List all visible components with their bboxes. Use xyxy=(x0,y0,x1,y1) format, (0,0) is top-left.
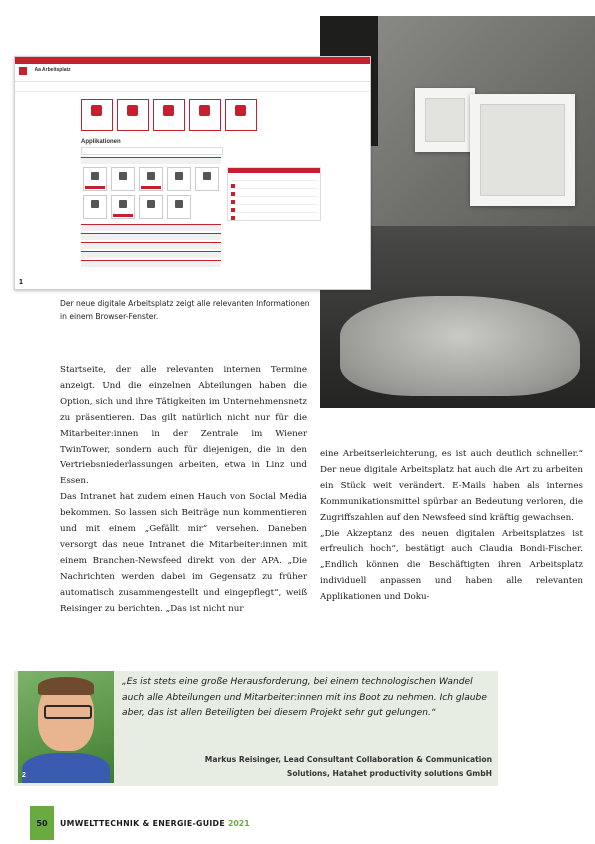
tile-search xyxy=(81,99,113,131)
tile-people xyxy=(117,99,149,131)
photo-frame-large xyxy=(470,94,575,206)
page-number: 50 xyxy=(30,806,54,840)
tile-folders xyxy=(225,99,257,131)
screenshot-group-header xyxy=(81,157,221,164)
author-portrait xyxy=(18,671,114,783)
app-tile xyxy=(111,195,135,219)
page-footer xyxy=(30,806,250,840)
screenshot-group-row xyxy=(81,251,221,258)
app-tile xyxy=(139,167,163,191)
screenshot-group-row xyxy=(81,260,221,267)
screenshot-section-title: Applikationen xyxy=(81,139,121,145)
screenshot-titlebar xyxy=(15,57,370,64)
body-paragraph: eine Arbeitserleichterung, es ist auch deutlich schneller.“ Der neue digitale Arbeitsplatz hat auch die Art zu arbeiten ein Stück weit verändert. E-Mails haben als internes Kommunikationsmittel spürbar an Bedeutung verloren, die Zugriffszahlen auf den Newsfeed sind kräftig gewachsen. xyxy=(320,449,583,523)
tile-documents xyxy=(153,99,185,131)
screenshot-group-row xyxy=(81,224,221,231)
screenshot-search-box xyxy=(81,147,223,155)
screenshot-documents-panel xyxy=(227,167,321,221)
body-paragraph: „Die Akzeptanz des neuen digitalen Arbeitsplatzes ist erfreulich hoch“, bestätigt auch Claudia Bondi-Fischer. „Endlich können die Beschäftigten ihren Arbeitsplatz individuell anpassen und haben alle relevanten Applikationen und Doku- xyxy=(320,528,583,603)
clipboard-icon xyxy=(199,105,210,116)
body-column-left xyxy=(60,363,307,618)
app-tile xyxy=(167,167,191,191)
portrait-figure-number: 2 xyxy=(22,772,26,779)
app-tile xyxy=(195,167,219,191)
app-tile xyxy=(83,195,107,219)
app-logo-icon xyxy=(19,67,27,75)
screenshot-group-row xyxy=(81,233,221,240)
quote-box xyxy=(14,671,498,786)
quote-author-line: Markus Reisinger, Lead Consultant Collaboration & Communication xyxy=(204,755,492,764)
app-tile xyxy=(167,195,191,219)
quote-text: „Es ist stets eine große Herausforderung, bei einem technologischen Wandel auch alle Abteilungen und Mitarbeiter:innen mit ins Boot zu nehmen. Ich glaube aber, das ist allen Beteiligten bei diesem Projekt sehr gut gelungen.“ xyxy=(122,677,487,718)
intranet-screenshot xyxy=(14,56,371,290)
publication-title: UMWELTTECHNIK & ENERGIE-GUIDE xyxy=(60,818,225,828)
photo-pillow xyxy=(340,296,580,396)
quote-author xyxy=(112,753,492,781)
screenshot-group-row xyxy=(81,242,221,249)
search-icon xyxy=(91,105,102,116)
document-icon xyxy=(163,105,174,116)
tile-clipboard xyxy=(189,99,221,131)
app-tile xyxy=(83,167,107,191)
screenshot-app-header xyxy=(15,64,370,82)
app-tile xyxy=(111,167,135,191)
quote-author-line: Solutions, Hatahet productivity solutions GmbH xyxy=(286,769,492,778)
app-tile xyxy=(139,195,163,219)
body-paragraph: Startseite, der alle relevanten internen Termine anzeigt. Und die einzelnen Abteilungen haben die Option, sich und ihre Tätigkeiten im Unternehmensnetz zu präsentieren. Das gilt natürlich nicht nur für die Mitarbeiter:innen in der Zentrale im Wiener TwinTower, sondern auch für diejenigen, die in den Vertriebsniederlassungen arbeiten, etwa in Linz und Essen. xyxy=(60,365,307,487)
photo-frame-small xyxy=(415,88,475,152)
body-column-right xyxy=(320,447,583,606)
publication-year: 2021 xyxy=(227,818,250,828)
figure-number: 1 xyxy=(19,279,23,286)
figure-caption: Der neue digitale Arbeitsplatz zeigt alle relevanten Informationen in einem Browser-Fenster. xyxy=(60,299,310,321)
folder-icon xyxy=(235,105,246,116)
screenshot-app-title: Aa Arbeitsplatz xyxy=(34,67,71,73)
people-icon xyxy=(127,105,138,116)
body-paragraph: Das Intranet hat zudem einen Hauch von Social Media bekommen. So lassen sich Beiträge nun kommentieren und mit einem „Gefällt mir“ versehen. Daneben versorgt das neue Intranet die Mitarbeiter:innen mit einem Branchen-Newsfeed direkt von der APA. „Die Nachrichten werden dabei im Gegensatz zu früher automatisch zusammengestellt und eingepflegt“, weiß Reisinger zu berichten. „Das ist nicht nur xyxy=(60,492,307,614)
